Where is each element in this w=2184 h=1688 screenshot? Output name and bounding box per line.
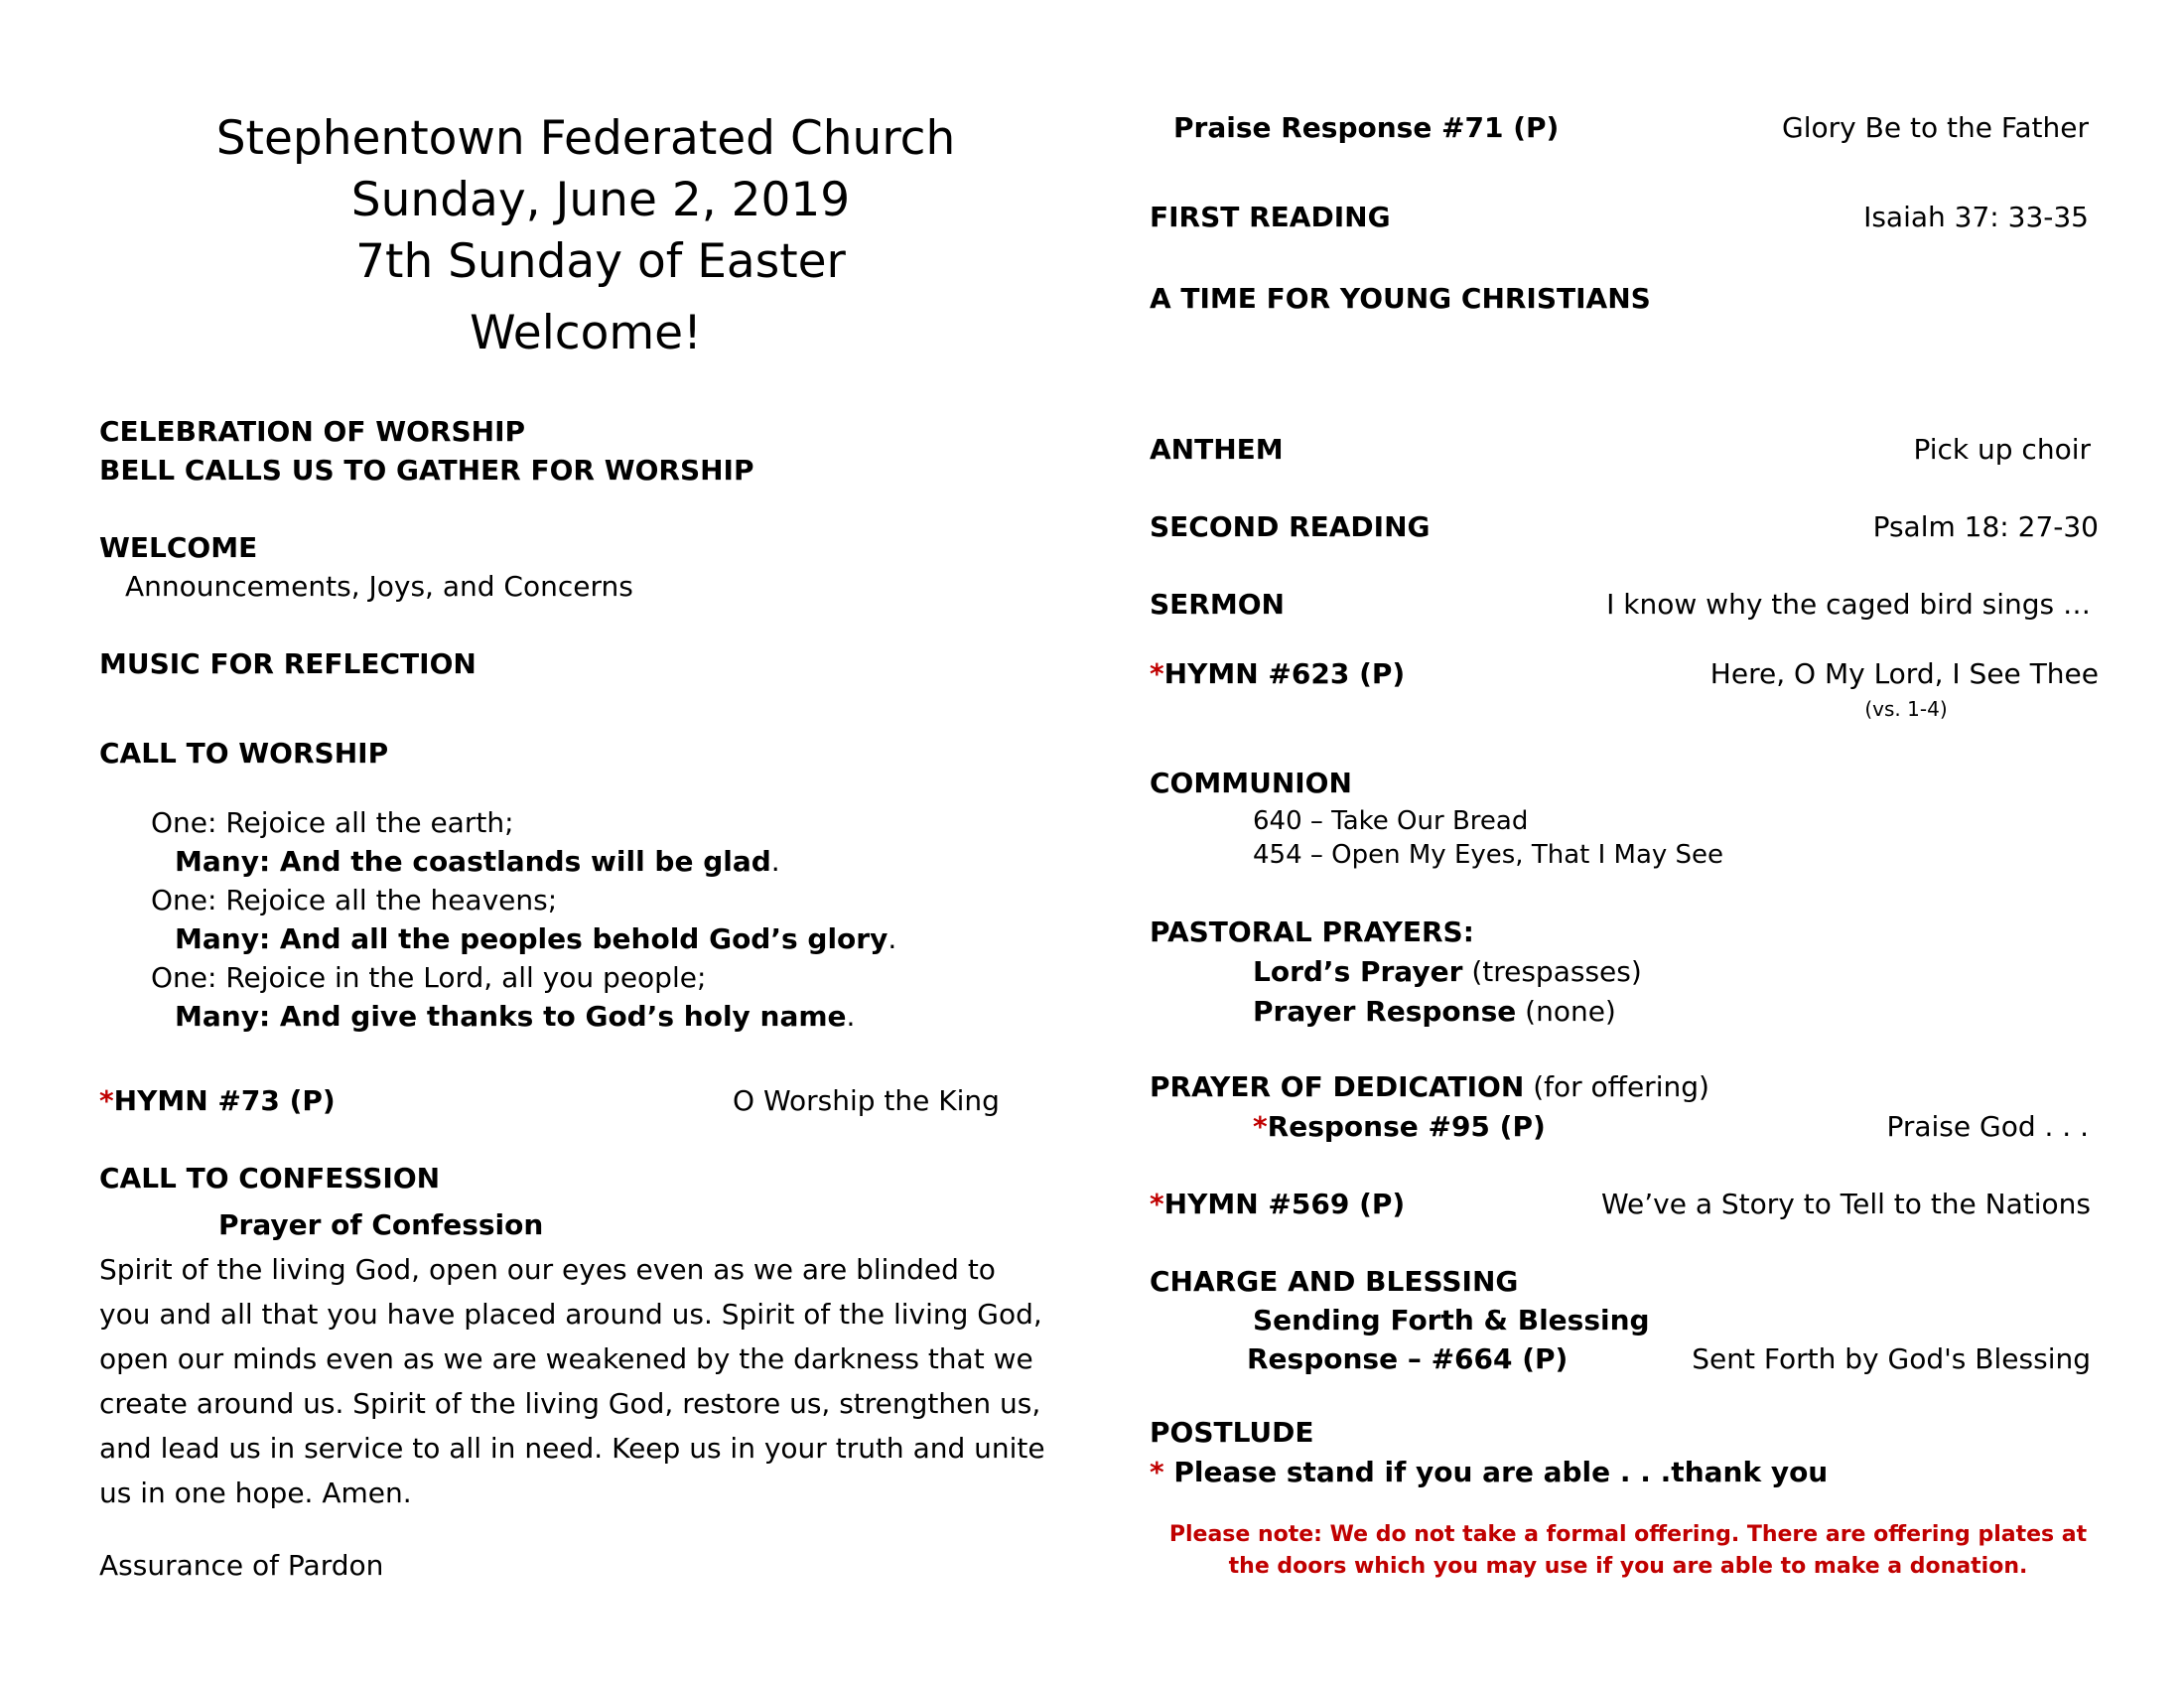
- charge-heading: CHARGE AND BLESSING: [1150, 1265, 1519, 1298]
- anthem-label: ANTHEM: [1150, 433, 1284, 466]
- anthem-detail: Pick up choir: [1913, 433, 2091, 466]
- communion-heading: COMMUNION: [1150, 767, 1352, 799]
- announcements: Announcements, Joys, and Concerns: [125, 570, 633, 603]
- charge-response-title: Sent Forth by God's Blessing: [1692, 1342, 2091, 1375]
- praise-response-label: Praise Response #71 (P): [1173, 111, 1560, 144]
- charge-response: Response – #664 (P): [1247, 1342, 1569, 1375]
- assurance-of-pardon: Assurance of Pardon: [99, 1549, 384, 1582]
- sermon-label: SERMON: [1150, 588, 1285, 621]
- confession-text: Spirit of the living God, open our eyes even as we are blinded to you and all that you have placed around us. Spirit of the living God, open our minds even as we are weakened by the darkness that we create around us. Spirit of the living God, restore us, strengthen us, and lead us in service to all in need. Keep us in your truth and unite us in one hope. Amen.: [99, 1253, 1045, 1509]
- service-date: Sunday, June 2, 2019: [350, 173, 851, 227]
- hymn-623-verses: (vs. 1-4): [1864, 697, 1948, 721]
- second-reading-label: SECOND READING: [1150, 510, 1431, 543]
- postlude-heading: POSTLUDE: [1150, 1416, 1314, 1449]
- call-to-worship-heading: CALL TO WORSHIP: [99, 737, 389, 770]
- stand-note: * Please stand if you are able . . .thank you: [1150, 1456, 1829, 1488]
- bell-heading: BELL CALLS US TO GATHER FOR WORSHIP: [99, 454, 754, 487]
- welcome-heading: WELCOME: [99, 531, 258, 564]
- prayer-response: Prayer Response (none): [1253, 995, 1616, 1028]
- litany-many-2: Many: And all the peoples behold God’s glory.: [175, 922, 897, 955]
- music-heading: MUSIC FOR REFLECTION: [99, 647, 477, 680]
- dedication-title: Praise God . . .: [1886, 1110, 2089, 1143]
- litany-one-2: One: Rejoice all the heavens;: [151, 884, 558, 916]
- sermon-title: I know why the caged bird sings …: [1606, 588, 2091, 621]
- hymn-569-label: *HYMN #569 (P): [1150, 1188, 1406, 1220]
- prayer-of-confession-heading: Prayer of Confession: [218, 1208, 544, 1241]
- hymn-73-title: O Worship the King: [733, 1084, 1000, 1117]
- hymn-623-label: *HYMN #623 (P): [1150, 657, 1406, 690]
- pastoral-prayers-heading: PASTORAL PRAYERS:: [1150, 915, 1474, 948]
- hymn-73-label: *HYMN #73 (P): [99, 1084, 336, 1117]
- lords-prayer: Lord’s Prayer (trespasses): [1253, 955, 1642, 988]
- dedication-heading: PRAYER OF DEDICATION (for offering): [1150, 1070, 1709, 1103]
- first-reading-ref: Isaiah 37: 33-35: [1863, 201, 2089, 233]
- litany-one-1: One: Rejoice all the earth;: [151, 806, 514, 839]
- hymn-623-title: Here, O My Lord, I See Thee: [1709, 657, 2099, 690]
- occasion: 7th Sunday of Easter: [355, 234, 846, 289]
- call-to-confession-heading: CALL TO CONFESSION: [99, 1162, 441, 1195]
- welcome-title: Welcome!: [470, 306, 702, 360]
- first-reading-label: FIRST READING: [1150, 201, 1391, 233]
- communion-item-2: 454 – Open My Eyes, That I May See: [1253, 840, 1724, 870]
- sending-forth: Sending Forth & Blessing: [1253, 1304, 1650, 1336]
- litany-many-1: Many: And the coastlands will be glad.: [175, 845, 780, 878]
- young-christians-heading: A TIME FOR YOUNG CHRISTIANS: [1150, 282, 1651, 315]
- hymn-569-title: We’ve a Story to Tell to the Nations: [1600, 1188, 2091, 1220]
- communion-item-1: 640 – Take Our Bread: [1253, 806, 1529, 836]
- dedication-response: *Response #95 (P): [1253, 1110, 1546, 1143]
- church-name: Stephentown Federated Church: [215, 111, 956, 166]
- second-reading-ref: Psalm 18: 27-30: [1872, 510, 2099, 543]
- celebration-heading: CELEBRATION OF WORSHIP: [99, 415, 526, 448]
- litany-many-3: Many: And give thanks to God’s holy name.: [175, 1000, 856, 1033]
- praise-response-title: Glory Be to the Father: [1782, 111, 2089, 144]
- litany-one-3: One: Rejoice in the Lord, all you people;: [151, 961, 707, 994]
- offering-note: Please note: We do not take a formal offering. There are offering plates at the doors which you may use if you are able to make a donation.: [1168, 1522, 2088, 1579]
